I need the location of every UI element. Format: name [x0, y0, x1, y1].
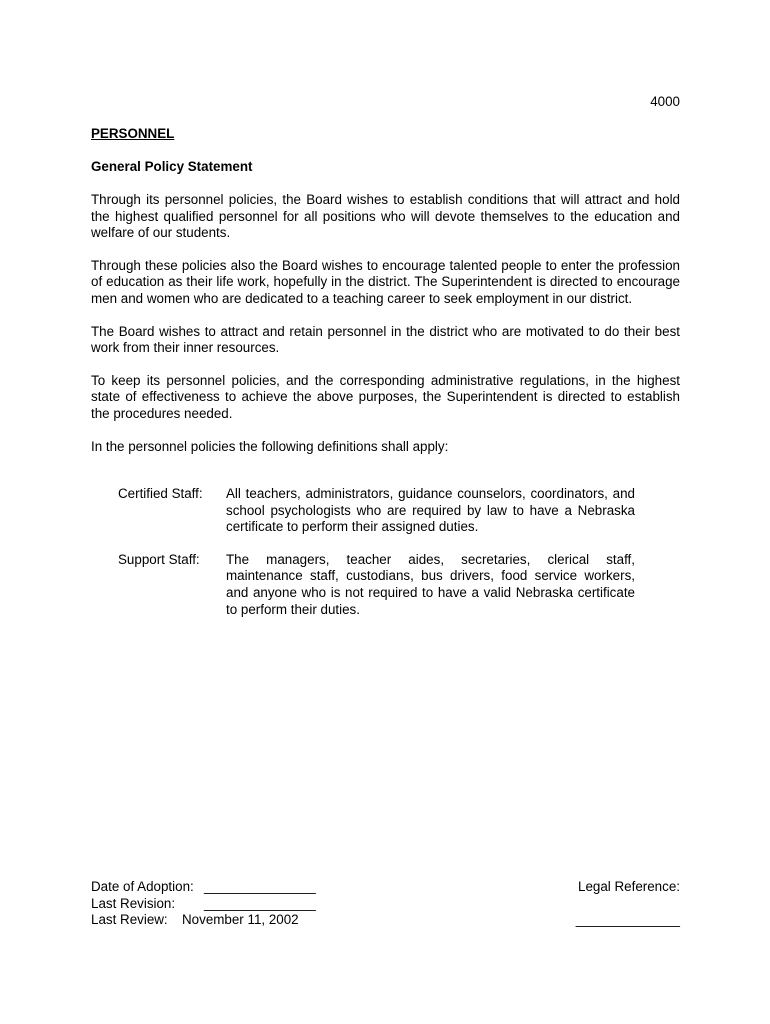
last-review-label: Last Review: — [91, 912, 168, 928]
policy-number: 4000 — [650, 94, 680, 109]
date-of-adoption-value: _______________ — [204, 879, 316, 894]
last-revision-row — [91, 896, 316, 913]
definition-term: Certified Staff: — [118, 486, 203, 501]
definition-item — [118, 552, 635, 618]
definition-description: All teachers, administrators, guidance counselors, coordinators, and school psychologists who are required by law to have a Nebraska certificate to perform their assigned duties. — [226, 486, 635, 535]
definition-term: Support Staff: — [118, 551, 200, 567]
paragraph: In the personnel policies the following definitions shall apply: — [91, 438, 449, 454]
definition-item — [118, 486, 635, 536]
policy-body — [91, 192, 680, 471]
paragraph: The Board wishes to attract and retain personnel in the district who are motivated to do their best work from their inner resources. — [91, 323, 680, 356]
last-review-value: November 11, 2002 — [182, 912, 299, 928]
section-title: PERSONNEL — [91, 126, 175, 141]
paragraph: To keep its personnel policies, and the corresponding administrative regulations, in the highest state of effectiveness to achieve the above purposes, the Superintendent is directed to establish the procedures needed. — [91, 372, 680, 421]
adoption-info — [91, 879, 316, 929]
date-of-adoption-row — [91, 879, 316, 896]
paragraph: Through its personnel policies, the Board wishes to establish conditions that will attract and hold the highest qualified personnel for all positions who will devote themselves to the education and welfare of our students. — [91, 192, 680, 241]
last-revision-label: Last Revision: — [91, 895, 176, 911]
last-revision-value: _______________ — [204, 895, 316, 911]
definitions-list — [118, 486, 635, 634]
paragraph: Through these policies also the Board wishes to encourage talented people to enter the profession of education as their life work, hopefully in the district. The Superintendent is directed to encourage men and women who are dedicated to a teaching career to seek employment in our district. — [91, 257, 680, 306]
last-review-row — [91, 912, 316, 929]
subsection-title: General Policy Statement — [91, 159, 253, 174]
legal-reference — [576, 879, 680, 929]
definition-description: The managers, teacher aides, secretaries, clerical staff, maintenance staff, custodians, bus drivers, food service workers, and anyone who is not required to have a valid Nebraska certificate to perform their duties. — [226, 551, 635, 617]
legal-reference-value: ______________ — [575, 912, 680, 928]
date-of-adoption-label: Date of Adoption: — [91, 879, 194, 894]
legal-reference-label: Legal Reference: — [578, 879, 680, 894]
